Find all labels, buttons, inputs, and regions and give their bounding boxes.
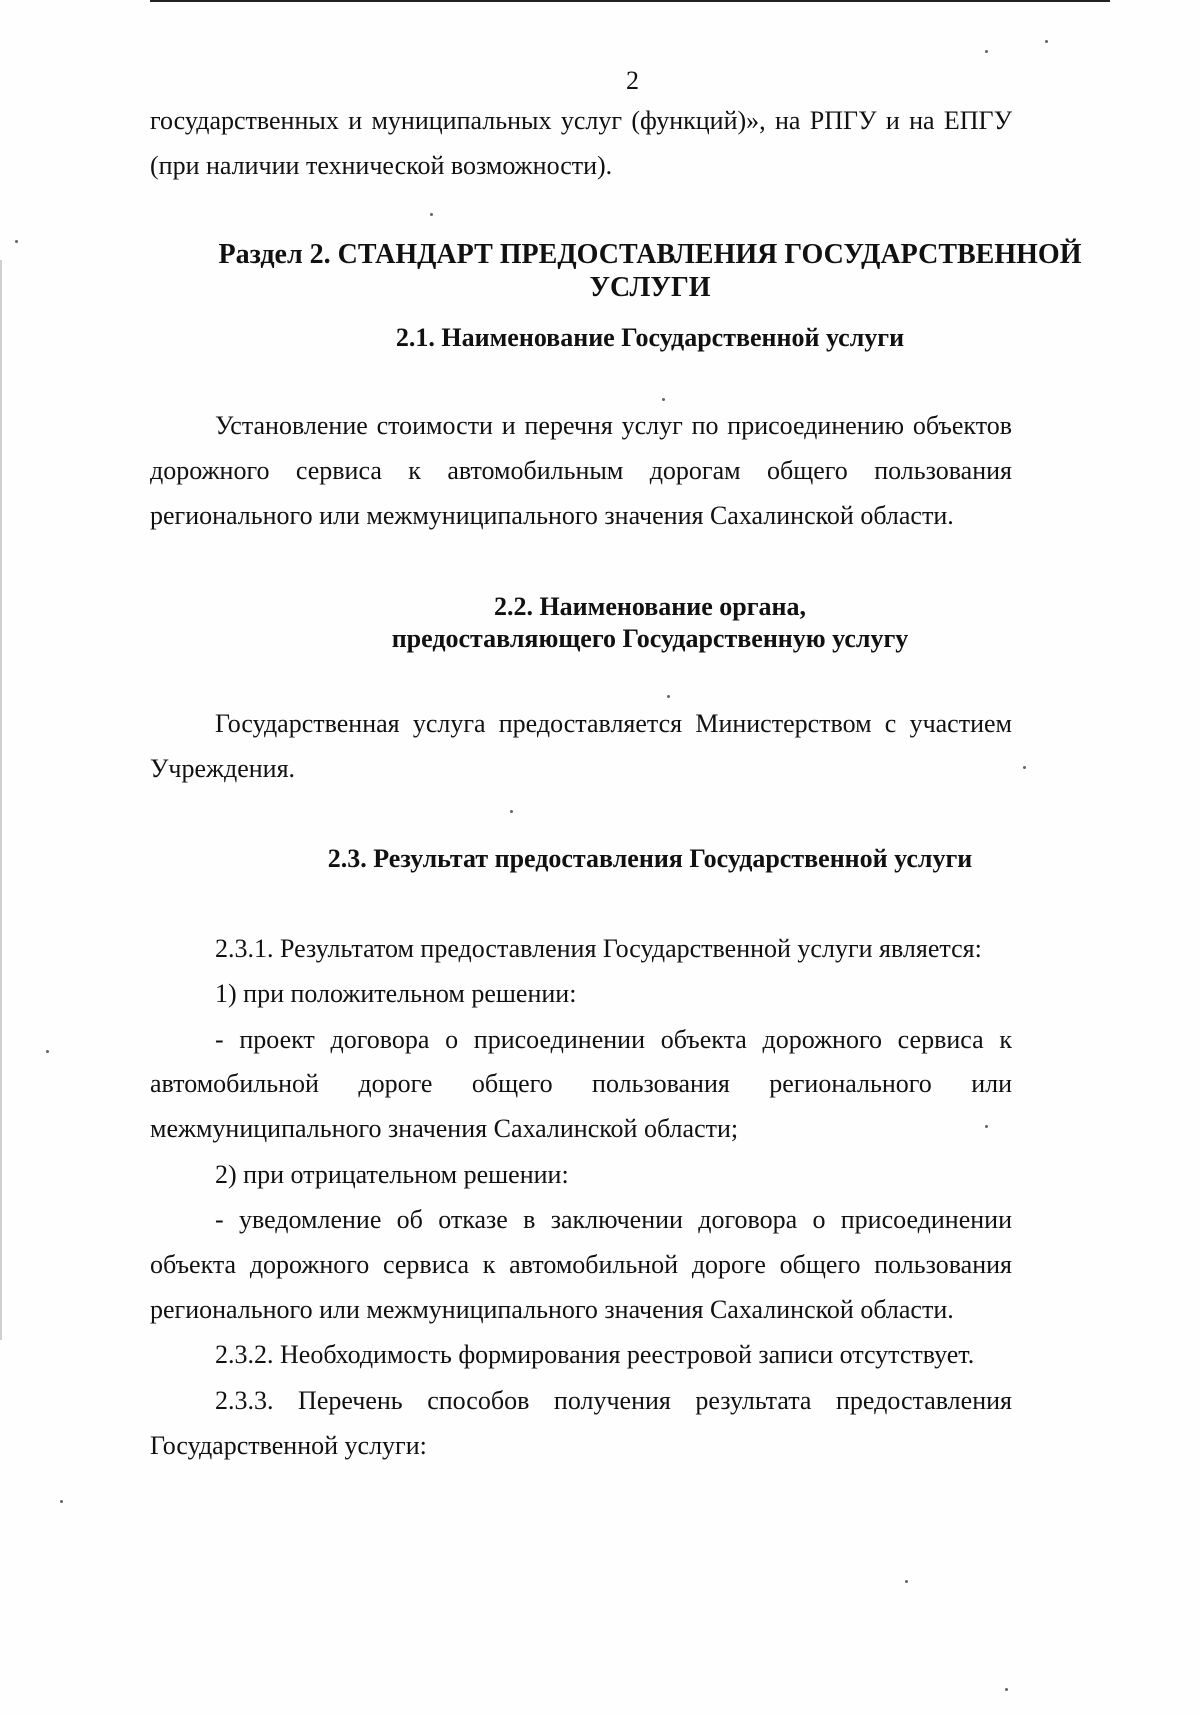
scan-speck (60, 1500, 63, 1503)
paragraph-refusal-notice-line-3: регионального или межмуниципального значения Сахалинской области. (150, 1295, 954, 1324)
scan-speck (1005, 1688, 1008, 1691)
scan-speck (985, 1125, 988, 1128)
scan-speck (15, 240, 18, 243)
intro-line-2: (при наличии технической возможности). (150, 151, 613, 180)
paragraph-2-2-line-2: Учреждения. (150, 754, 296, 783)
paragraph-2-3-3-line-1: 2.3.3. Перечень способов получения результата предоставления (215, 1386, 1012, 1415)
scan-speck (510, 810, 513, 813)
scan-speck (46, 1050, 49, 1053)
scan-top-rule (150, 0, 1110, 2)
paragraph-draft-contract-line-3: межмуниципального значения Сахалинской области; (150, 1114, 739, 1143)
paragraph-refusal-notice-line-1: - уведомление об отказе в заключении договора о присоединении (215, 1205, 1012, 1234)
subsection-2-1-heading: 2.1. Наименование Государственной услуги (395, 323, 905, 352)
subsection-2-2-heading-line-2: предоставляющего Государственную услугу (391, 624, 909, 653)
section-title-line-1: Раздел 2. СТАНДАРТ ПРЕДОСТАВЛЕНИЯ ГОСУДАРСТВЕННОЙ (218, 239, 1082, 270)
scan-speck (430, 213, 433, 216)
subsection-2-3-heading: 2.3. Результат предоставления Государственной услуги (327, 844, 973, 873)
scan-speck (1045, 40, 1048, 43)
section-title-line-2: УСЛУГИ (589, 272, 711, 303)
paragraph-2-1-line-1: Установление стоимости и перечня услуг по присоединению объектов (215, 411, 1012, 440)
scan-speck (662, 398, 665, 401)
intro-line-1: государственных и муниципальных услуг (функций)», на РПГУ и на ЕПГУ (150, 106, 1012, 135)
scan-speck (905, 1580, 908, 1583)
paragraph-draft-contract-line-1: - проект договора о присоединении объекта дорожного сервиса к (215, 1025, 1012, 1054)
paragraph-2-1-line-2: дорожного сервиса к автомобильным дорогам общего пользования (150, 456, 1012, 485)
paragraph-draft-contract-line-2: автомобильной дороге общего пользования регионального или (150, 1069, 1012, 1098)
scan-speck (667, 695, 670, 698)
scan-left-edge (0, 260, 2, 1340)
paragraph-2-3-3-line-2: Государственной услуги: (150, 1431, 427, 1460)
page-number: 2 (626, 66, 639, 95)
paragraph-2-2-line-1: Государственная услуга предоставляется Министерством с участием (215, 709, 1012, 738)
paragraph-negative-decision: 2) при отрицательном решении: (215, 1160, 569, 1189)
scan-speck (1023, 766, 1026, 769)
paragraph-2-1-line-3: регионального или межмуниципального значения Сахалинской области. (150, 501, 954, 530)
paragraph-2-3-2: 2.3.2. Необходимость формирования реестровой записи отсутствует. (215, 1340, 975, 1369)
paragraph-refusal-notice-line-2: объекта дорожного сервиса к автомобильной дороге общего пользования (150, 1250, 1012, 1279)
subsection-2-2-heading-line-1: 2.2. Наименование органа, (493, 592, 807, 621)
paragraph-positive-decision: 1) при положительном решении: (215, 979, 577, 1008)
paragraph-2-3-1: 2.3.1. Результатом предоставления Государственной услуги является: (215, 934, 982, 963)
scan-speck (985, 50, 988, 53)
